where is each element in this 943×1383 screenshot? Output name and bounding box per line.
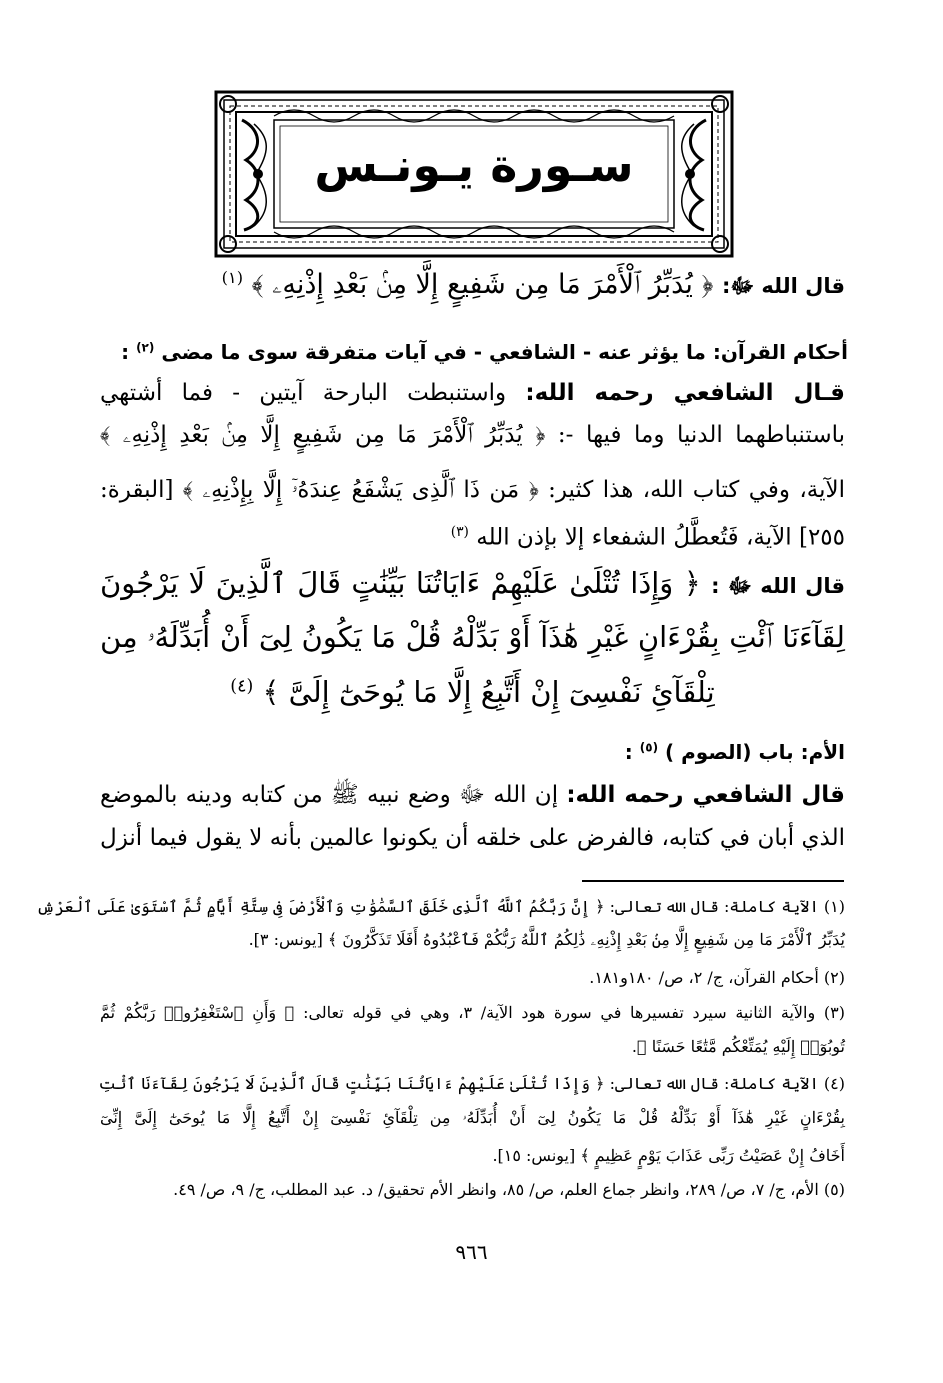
body-line: باستنباطهما الدنيا وما فيها -: ﴿ يُدَبِّرُ ٱلْأَمْرَ مَا مِن شَفِيعٍ إِلَّا مِنۢ بَعْدِ إِذْنِهِۦ ﴾ [100,422,845,448]
footnote-5: (٥) الأم، ج/ ٧، ص/ ٢٨٩، وانظر جماع العلم، ص/ ٨٥، وانظر الأم تحقيق/ د. عبد المطلب، ج/ ٩، ص/ ٤٩. [173,1180,845,1199]
footnote-1-cont: يُدَبِّرُ ٱلْأَمْرَ مَا مِن شَفِيعٍ إِلَّا مِنۢ بَعْدِ إِذْنِهِۦ ذَٰلِكُمُ ٱللَّهُ رَبُّكُمْ فَٱعْبُدُوهُ أَفَلَا تَذَكَّرُونَ ﴾ [يونس: ٣]. [248,930,845,949]
verse-speaker: قال الله ﷻ : [711,574,846,598]
footnote-ref: (٣) [450,524,469,540]
heading-colon: : [624,740,633,764]
body-text: إن الله ﷻ وضع نبيه ﷺ من كتابه ودينه بالموضع [100,782,567,808]
footnote-4-cont: أَخَافُ إِنْ عَصَيْتُ رَبِّى عَذَابَ يَوْمٍ عَظِيمٍ ﴾ [يونس: ١٥]. [492,1146,845,1165]
heading-ahkam-text: أحكام القرآن: ما يؤثر عنه - الشافعي - في آيات متفرقة سوى ما مضى [161,340,848,364]
verse-line: لِقَآءَنَا ٱئْتِ بِقُرْءَانٍ غَيْرِ هَٰذَآ أَوْ بَدِّلْهُ قُلْ مَا يَكُونُ لِىٓ أَنْ أُبَدِّلَهُۥ مِن [100,620,845,654]
title-frame [214,90,734,258]
footnote-4-cont: بِقُرْءَانٍ غَيْرِ هَٰذَآ أَوْ بَدِّلْهُ قُلْ مَا يَكُونُ لِىٓ أَنْ أُبَدِّلَهُۥ مِن تِلْقَآئِ نَفْسِىٓ إِنْ أَتَّبِعُ إِلَّا مَا يُوحَىٰٓ إِلَىَّ إِنِّىٓ [100,1108,846,1127]
footnote-ref: (٤) [230,676,254,697]
verse-intro-text: ﴿ يُدَبِّرُ ٱلْأَمْرَ مَا مِن شَفِيعٍ إِلَّا مِنۢ بَعْدِ إِذْنِهِۦ ﴾ [251,269,714,300]
speaker-shafii: قـال الشافعي رحمه الله: [525,380,845,406]
footnote-1: (١) الآية كاملة: قال الله تعالى: ﴿ إِنَّ رَبَّكُمُ ٱللَّهُ ٱلَّذِى خَلَقَ ٱلسَّمَٰوَٰتِ وَٱلْأَرْضَ فِى سِتَّةِ أَيَّامٍ ثُمَّ ٱسْتَوَىٰ عَلَى ٱلْعَرْشِ [36,897,845,916]
verse-text: تِلْقَآئِ نَفْسِىٓ إِنْ أَتَّبِعُ إِلَّا مَا يُوحَىٰٓ إِلَىَّ ﴾ [262,675,715,709]
speaker-shafii: قال الشافعي رحمه الله: [566,782,845,808]
verse-intro [100,268,845,304]
verse-intro-speaker: قال الله ﷻ: [722,274,845,298]
body-text: ٢٥٥] الآية، فَتُعطَّلُ الشفعاء إلا بإذن الله [476,524,845,551]
footnote-3-cont: تُوبُوٓا۟ إِلَيْهِ يُمَتِّعْكُم مَّتَٰعًا حَسَنًا ﴾. [631,1037,845,1056]
footnote-3: (٣) والآية الثانية سيرد تفسيرها في سورة هود الآية/ ٣، وهي في قوله تعالى: ﴿ وَأَنِ ٱسْتَغْفِرُوا۟ رَبَّكُمْ ثُمَّ [100,1003,845,1022]
heading-ahkam [96,340,848,364]
footnote-ref: (١) [221,268,244,287]
page-number: ٩٦٦ [455,1240,488,1264]
footnote-ref: (٢) [136,340,155,355]
body-text: واستنبطت البارحة آيتين - فما أشتهي [100,380,526,406]
verse-line [100,675,845,709]
body-line [100,380,845,406]
footnote-4: (٤) الآية كاملة: قال الله تعالى: ﴿ وَإِذَا تُتْلَىٰ عَلَيْهِمْ ءَايَاتُنَا بَيِّنَٰتٍ قَالَ ٱلَّذِينَ لَا يَرْجُونَ لِقَآءَنَا ٱئْتِ [98,1074,845,1093]
body-line: الذي أبان في كتابه، فالفرض على خلقه أن يكونوا عالمين بأنه لا يقول فيما أنزل [100,825,845,851]
surah-title: سـورة يـونـس [314,138,634,192]
body-line: الآية، وفي كتاب الله، هذا كثير: ﴿ مَن ذَا ٱلَّذِى يَشْفَعُ عِندَهُۥٓ إِلَّا بِإِذْنِهِۦ ﴾ [البقرة: [100,477,845,503]
verse-text: ﴿ وَإِذَا تُتْلَىٰ عَلَيْهِمْ ءَايَاتُنَا بَيِّنَٰتٍ قَالَ ٱلَّذِينَ لَا يَرْجُونَ [100,566,701,600]
body-line [100,524,845,551]
heading-umm-text: الأم: باب (الصوم ) [665,740,845,764]
footnote-2: (٢) أحكام القرآن، ج/ ٢، ص/ ١٨٠و١٨١. [589,968,845,987]
body-line [100,780,845,814]
footnote-ref: (٥) [639,740,659,755]
heading-colon: : [121,340,130,364]
heading-umm [100,740,845,764]
verse-line [100,566,845,604]
footnote-divider [582,880,844,882]
